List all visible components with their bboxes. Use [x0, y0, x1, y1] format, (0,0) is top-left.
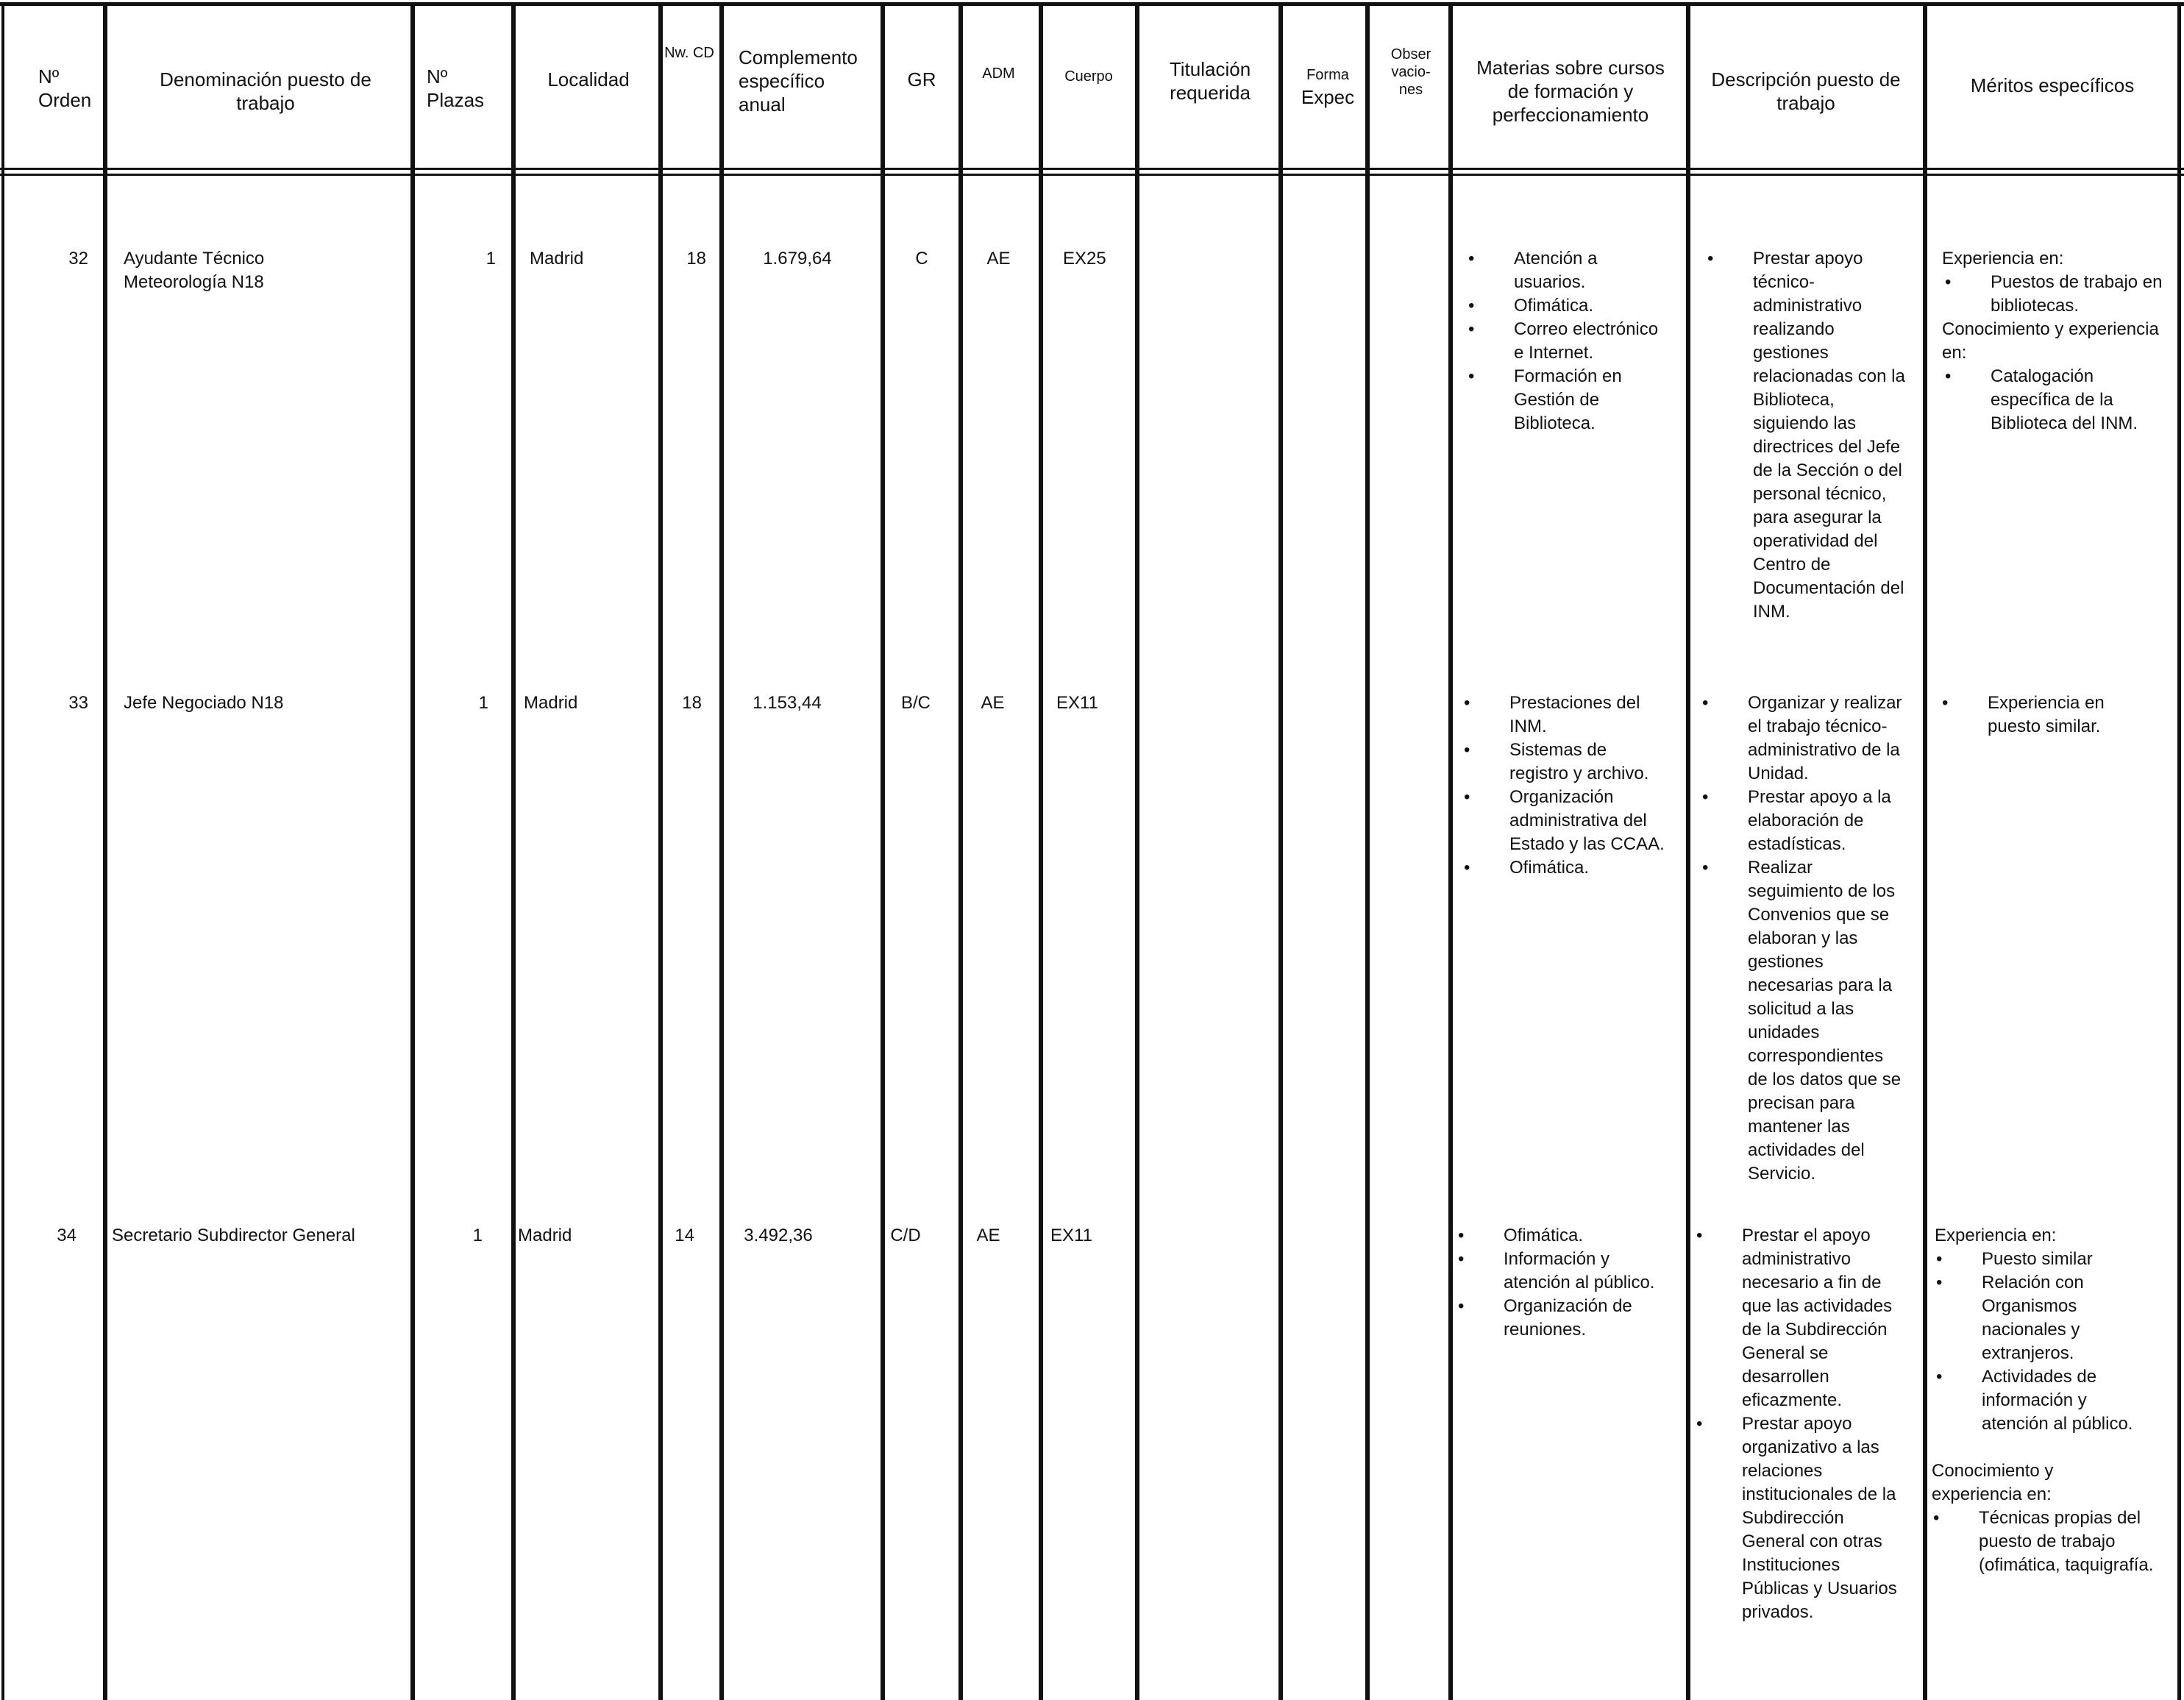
- list-item: • Ofimática.: [1514, 294, 1668, 318]
- header-cuerpo: Cuerpo: [1064, 68, 1113, 85]
- cell-cuerpo: EX11: [1056, 693, 1098, 713]
- list-item: • Organización de reuniones.: [1504, 1295, 1665, 1342]
- header-complemento: Complemento específico anual: [739, 46, 858, 115]
- list-item: • Realizar seguimiento de los Convenios que se elaboran y las gestiones necesarias para la solicitud a las unidades correspondientes de los datos que se precisan para mantener las actividades del Servicio.: [1748, 856, 1905, 1186]
- cell-localidad: Madrid: [518, 1226, 572, 1245]
- cell-cuerpo: EX11: [1050, 1226, 1092, 1245]
- list-item: • Relación con Organismos nacionales y extranjeros.: [1982, 1271, 2158, 1365]
- materias-list: [1509, 691, 1668, 880]
- list-item: • Actividades de información y atención al público.: [1982, 1365, 2158, 1436]
- header-observaciones: Obser vacio- nes: [1390, 46, 1431, 98]
- cell-denominacion: Ayudante Técnico Meteorología N18: [124, 249, 265, 292]
- header-nivel: Nw. CD: [664, 45, 714, 61]
- cell-orden: 32: [68, 249, 88, 268]
- list-item: • Organizar y realizar el trabajo técnico-administrativo de la Unidad.: [1748, 691, 1905, 786]
- cell-denominacion: Jefe Negociado N18: [124, 693, 284, 713]
- meritos-list: [1991, 271, 2167, 318]
- meritos-list: [1979, 1507, 2155, 1577]
- cell-nivel: 14: [675, 1226, 694, 1245]
- meritos-list: [1982, 1248, 2158, 1436]
- cell-complemento: 3.492,36: [744, 1226, 813, 1245]
- header-forma: Forma: [1306, 67, 1349, 83]
- meritos-list: [1988, 691, 2142, 739]
- header-orden: Nº Orden: [38, 65, 92, 111]
- cell-plazas: 1: [472, 1226, 483, 1245]
- meritos-list: [1991, 365, 2167, 435]
- cell-gr: C/D: [890, 1226, 921, 1245]
- header-denominacion: Denominación puesto de trabajo: [160, 68, 371, 114]
- cell-orden: 33: [68, 693, 88, 713]
- list-item: • Catalogación específica de la Biblioteca del INM.: [1991, 365, 2167, 435]
- list-item: • Prestar apoyo a la elaboración de estadísticas.: [1748, 786, 1905, 856]
- descripcion-list: [1748, 691, 1905, 1186]
- list-item: • Prestar apoyo técnico-administrativo realizando gestiones relacionadas con la Biblioteca, siguiendo las directrices del Jefe de la Sección o del personal técnico, para asegurar la operatividad del Centro de Documentación del INM.: [1753, 247, 1907, 624]
- list-item: • Prestar apoyo organizativo a las relaciones institucionales de la Subdirección General con otras Instituciones Públicas y Usuarios privados.: [1742, 1412, 1901, 1624]
- cell-nivel: 18: [682, 693, 702, 713]
- cell-plazas: 1: [485, 249, 496, 268]
- list-item: • Correo electrónico e Internet.: [1514, 318, 1668, 365]
- list-item: • Ofimática.: [1509, 856, 1668, 880]
- descripcion-list: [1753, 247, 1907, 624]
- list-item: • Prestaciones del INM.: [1509, 691, 1668, 739]
- list-item: • Prestar el apoyo administrativo necesario a fin de que las actividades de la Subdirección General se desarrollen eficazmente.: [1742, 1224, 1901, 1412]
- list-item: • Puesto similar: [1982, 1248, 2158, 1271]
- cell-gr: C: [915, 249, 928, 268]
- cell-localidad: Madrid: [530, 249, 584, 268]
- list-item: • Sistemas de registro y archivo.: [1509, 739, 1668, 786]
- header-localidad: Localidad: [547, 68, 630, 90]
- header-gr: GR: [907, 68, 936, 90]
- header-expec: Expec: [1301, 86, 1355, 108]
- cell-plazas: 1: [478, 693, 488, 713]
- header-meritos: Méritos específicos: [1970, 74, 2135, 96]
- list-item: • Información y atención al público.: [1504, 1248, 1665, 1295]
- list-item: • Organización administrativa del Estado y las CCAA.: [1509, 786, 1668, 856]
- cell-adm: AE: [986, 249, 1011, 268]
- materias-list: [1514, 247, 1668, 435]
- cell-adm: AE: [976, 1226, 1000, 1245]
- header-plazas: Nº Plazas: [427, 65, 485, 111]
- cell-cuerpo: EX25: [1063, 249, 1106, 268]
- cell-adm: AE: [981, 693, 1005, 713]
- meritos-heading: Conocimiento y experiencia en:: [1942, 319, 2159, 363]
- descripcion-list: [1742, 1224, 1901, 1624]
- cell-gr: B/C: [900, 693, 931, 713]
- meritos-heading: Conocimiento y experiencia en:: [1932, 1461, 2054, 1504]
- materias-list: [1504, 1224, 1665, 1342]
- list-item: • Atención a usuarios.: [1514, 247, 1668, 294]
- list-item: • Experiencia en puesto similar.: [1988, 691, 2142, 739]
- cell-localidad: Madrid: [524, 693, 578, 713]
- meritos-heading: Experiencia en:: [1942, 249, 2064, 268]
- list-item: • Puestos de trabajo en bibliotecas.: [1991, 271, 2167, 318]
- list-item: • Ofimática.: [1504, 1224, 1665, 1248]
- list-item: • Técnicas propias del puesto de trabajo (ofimática, taquigrafía.: [1979, 1507, 2155, 1577]
- cell-complemento: 1.153,44: [753, 693, 822, 713]
- list-item: • Formación en Gestión de Biblioteca.: [1514, 365, 1668, 435]
- header-materias: Materias sobre cursos de formación y perfeccionamiento: [1476, 57, 1665, 126]
- meritos-heading: Experiencia en:: [1935, 1226, 2057, 1245]
- header-descripcion: Descripción puesto de trabajo: [1711, 68, 1901, 114]
- cell-complemento: 1.679,64: [763, 249, 832, 268]
- header-adm: ADM: [982, 65, 1015, 82]
- cell-denominacion: Secretario Subdirector General: [112, 1226, 355, 1245]
- header-titulacion: Titulación requerida: [1169, 58, 1251, 104]
- cell-nivel: 18: [686, 249, 706, 268]
- cell-orden: 34: [57, 1226, 77, 1245]
